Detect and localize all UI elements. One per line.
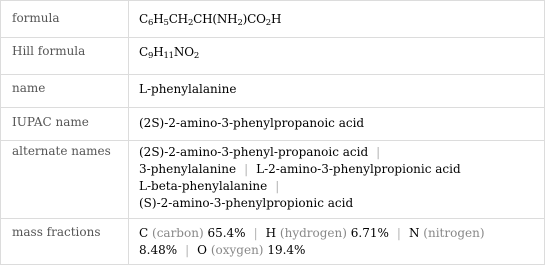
iupac-name-row [1,108,544,141]
iupac-name-value: (2S)-2-amino-3-phenylpropanoic acid [139,116,365,130]
formula-value: $C_6H_5CH_2CH(NH_2)CO_2H$ [139,12,282,29]
mass-fraction-n: N (nitrogen) [408,226,485,240]
alternate-name: (S)-2-amino-3-phenylpropionic acid [139,196,354,210]
alternate-name: L-beta-phenylalanine [139,179,268,193]
mass-fraction-o: O (oxygen) 19.4% [197,243,306,257]
name-label: name [12,81,46,95]
name-value: L-phenylalanine [139,82,237,96]
formula-row [1,1,544,38]
alternate-name: 3-phenylalanine [139,162,237,176]
alternate-name: L-2-amino-3-phenylpropionic acid [256,162,461,176]
formula-label: formula [12,11,60,25]
alternate-name: (2S)-2-amino-3-phenyl-propanoic acid [139,145,369,159]
mass-fractions-label: mass fractions [12,225,101,239]
mass-fraction-c: C (carbon) 65.4% [139,226,246,240]
alternate-names-row [1,141,544,219]
mass-fractions-row [1,219,544,265]
hill-formula-row [1,38,544,75]
hill-formula-label: Hill formula [12,44,86,58]
alternate-names-value: (2S)-2-amino-3-phenyl-propanoic acid | 3-phenylalanine | L-2-amino-3-phenylpropionic acid L-beta-phenylalanine | (S)-2-amino-3-phenylpropionic acid [139,145,461,210]
hill-formula-value: $C_9H_{11}NO_2$ [139,45,200,62]
name-row [1,75,544,108]
mass-fractions-value: C (carbon) 65.4% | H (hydrogen) 6.71% | N (nitrogen) 8.48% | O (oxygen) 19.4% [139,226,485,257]
iupac-name-label: IUPAC name [12,115,89,129]
alternate-names-label: alternate names [12,144,111,158]
mass-fraction-h: H (hydrogen) 6.71% [265,226,389,240]
